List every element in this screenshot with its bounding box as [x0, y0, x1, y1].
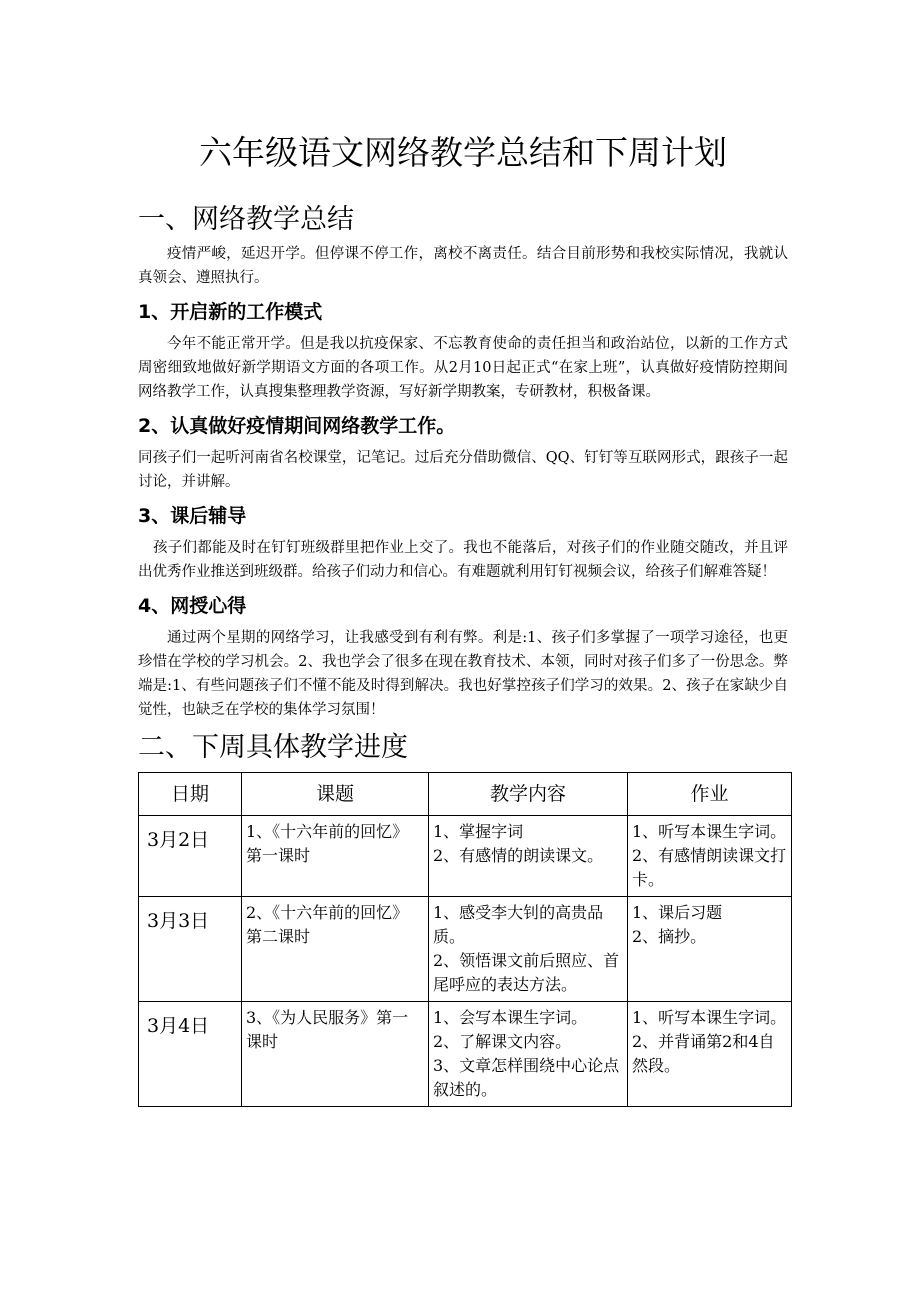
- header-content: 教学内容: [429, 773, 628, 816]
- document-page: [138, 128, 788, 1107]
- content-line: 1、感受李大钊的高贵品质。: [433, 903, 604, 946]
- section1-intro: 疫情严峻，延迟开学。但停课不停工作，离校不离责任。结合目前形势和我校实际情况，我就认真领会、遵照执行。: [138, 246, 788, 286]
- table-header-row: [139, 773, 792, 816]
- header-homework: 作业: [628, 773, 792, 816]
- homework-line: 2、并背诵第2和4自然段。: [632, 1032, 775, 1075]
- row-topic: 2、《十六年前的回忆》第二课时: [242, 897, 429, 1002]
- subsection-text-1: 今年不能正常开学。但是我以抗疫保家、不忘教育使命的责任担当和政治站位，以新的工作方式周密细致地做好新学期语文方面的各项工作。从2月10日起正式“在家上班”，认真做好疫情防控期间网络教学工作，认真搜集整理教学资源，写好新学期教案，专研教材，积极备课。: [138, 336, 788, 400]
- subsection-text-4: 通过两个星期的网络学习，让我感受到有利有弊。利是:1、孩子们多掌握了一项学习途径，也更珍惜在学校的学习机会。2、我也学会了很多在现在教育技术、本领，同时对孩子们多了一份思念。弊端是:1、有些问题孩子们不懂不能及时得到解决。我也好掌控孩子们学习的效果。2、孩子在家缺少自觉性，也缺乏在学校的集体学习氛围！: [138, 630, 788, 718]
- row-content: [429, 1002, 628, 1107]
- row-homework: [628, 897, 792, 1002]
- document-title: 六年级语文网络教学总结和下周计划: [199, 133, 727, 172]
- table-row: [139, 816, 792, 897]
- content-line: 2、领悟课文前后照应、首尾呼应的表达方法。: [433, 951, 620, 994]
- section1-heading: 一、网络教学总结: [138, 204, 354, 235]
- content-line: 2、了解课文内容。: [433, 1032, 572, 1051]
- header-topic: 课题: [242, 773, 429, 816]
- section2-heading: 二、下周具体教学进度: [138, 732, 408, 763]
- table-row: [139, 897, 792, 1002]
- row-date: 3月3日: [139, 897, 242, 1002]
- row-topic: 1、《十六年前的回忆》第一课时: [242, 816, 429, 897]
- content-line: 1、掌握字词: [433, 822, 524, 841]
- subsection-heading-4: 4、网授心得: [138, 595, 247, 617]
- subsection-text-3: 孩子们都能及时在钉钉班级群里把作业上交了。我也不能落后，对孩子们的作业随交随改，并且评出优秀作业推送到班级群。给孩子们动力和信心。有难题就利用钉钉视频会议，给孩子们解难答疑！: [138, 540, 788, 580]
- row-date: 3月4日: [139, 1002, 242, 1107]
- subsection-heading-3: 3、课后辅导: [138, 505, 247, 527]
- homework-line: 2、有感情朗读课文打卡。: [632, 846, 787, 889]
- header-date: 日期: [139, 773, 242, 816]
- content-line: 1、会写本课生字词。: [433, 1008, 588, 1027]
- row-date: 3月2日: [139, 816, 242, 897]
- content-line: 3、文章怎样围绕中心论点叙述的。: [433, 1056, 620, 1099]
- homework-line: 1、听写本课生字词。: [632, 822, 787, 841]
- homework-line: 2、摘抄。: [632, 927, 707, 946]
- row-homework: [628, 1002, 792, 1107]
- row-topic: 3、《为人民服务》第一课时: [242, 1002, 429, 1107]
- content-line: 2、有感情的朗读课文。: [433, 846, 604, 865]
- subsection-heading-1: 1、开启新的工作模式: [138, 301, 323, 323]
- table-row: [139, 1002, 792, 1107]
- row-content: [429, 897, 628, 1002]
- homework-line: 1、听写本课生字词。: [632, 1008, 787, 1027]
- row-content: [429, 816, 628, 897]
- subsection-heading-2: 2、认真做好疫情期间网络教学工作。: [138, 415, 456, 437]
- homework-line: 1、课后习题: [632, 903, 723, 922]
- schedule-table: [138, 772, 792, 1107]
- row-homework: [628, 816, 792, 897]
- subsection-text-2: 同孩子们一起听河南省名校课堂，记笔记。过后充分借助微信、QQ、钉钉等互联网形式，跟孩子一起讨论，并讲解。: [138, 450, 788, 490]
